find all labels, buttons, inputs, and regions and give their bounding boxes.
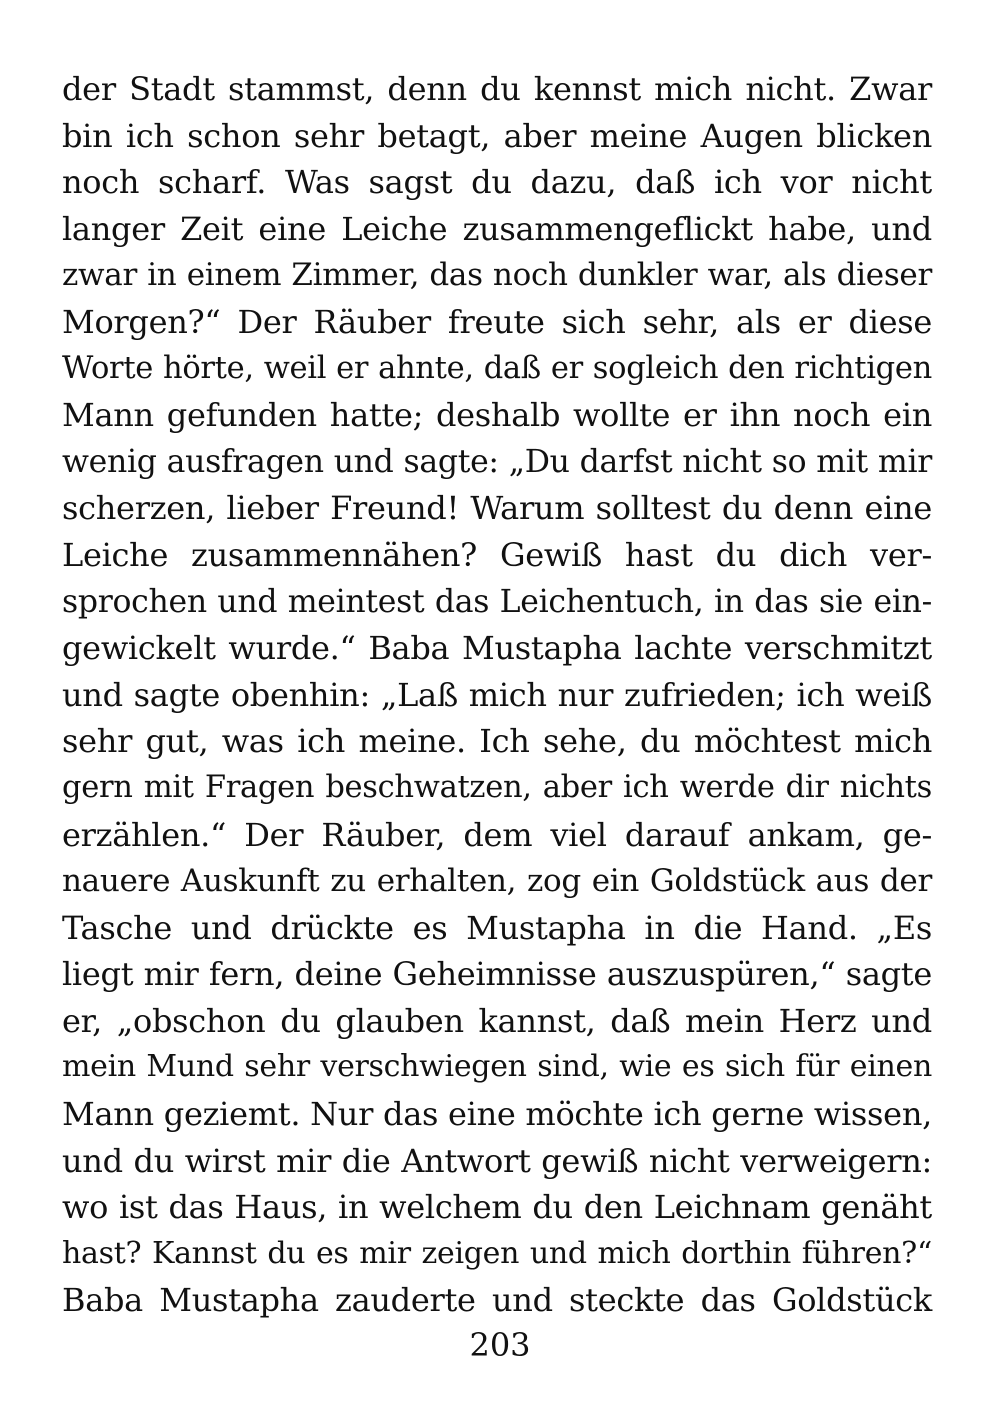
text-line: mein Mund sehr verschwiegen sind, wie es sich für einen xyxy=(62,1049,932,1085)
text-line: hast? Kannst du es mir zeigen und mich dorthin führen?“ xyxy=(62,1235,932,1271)
text-line: Mann geziemt. Nur das eine möchte ich gerne wissen, xyxy=(62,1095,932,1134)
text-line: erzählen.“ Der Räuber, dem viel darauf ankam, ge- xyxy=(62,815,932,854)
text-line: er, „obschon du glauben kannst, daß mein Herz und xyxy=(62,1001,932,1040)
text-line: der Stadt stammst, denn du kennst mich nicht. Zwar xyxy=(62,70,932,108)
text-line: wo ist das Haus, in welchem du den Leichnam genäht xyxy=(62,1188,932,1227)
text-line: Leiche zusammennähen? Gewiß hast du dich ver- xyxy=(62,535,932,574)
text-line: und du wirst mir die Antwort gewiß nicht verweigern: xyxy=(62,1141,932,1180)
text-line: Mann gefunden hatte; deshalb wollte er ihn noch ein xyxy=(62,396,932,435)
text-line: wenig ausfragen und sagte: „Du darfst nicht so mit mir xyxy=(62,443,932,480)
text-line: Morgen?“ Der Räuber freute sich sehr, als er diese xyxy=(62,302,932,341)
text-line: scherzen, lieber Freund! Warum solltest du denn eine xyxy=(62,489,932,528)
text-line: Baba Mustapha zauderte und steckte das Goldstück xyxy=(62,1281,932,1320)
text-line: und sagte obenhin: „Laß mich nur zufrieden; ich weiß xyxy=(62,675,932,714)
text-line: sprochen und meintest das Leichentuch, in das sie ein- xyxy=(62,583,932,620)
text-line: sehr gut, was ich meine. Ich sehe, du möchtest mich xyxy=(62,722,932,761)
text-line: gern mit Fragen beschwatzen, aber ich werde dir nichts xyxy=(62,769,932,805)
text-line: nauere Auskunft zu erhalten, zog ein Goldstück aus der xyxy=(62,863,932,900)
text-line: Tasche und drückte es Mustapha in die Hand. „Es xyxy=(62,908,932,947)
text-line: liegt mir fern, deine Geheimnisse auszuspüren,“ sagte xyxy=(62,955,932,994)
page-text-block xyxy=(62,66,932,1324)
text-line: noch scharf. Was sagst du dazu, daß ich vor nicht xyxy=(62,163,932,202)
text-line: bin ich schon sehr betagt, aber meine Augen blicken xyxy=(62,116,932,155)
text-line: Worte hörte, weil er ahnte, daß er sogleich den richtigen xyxy=(62,350,932,386)
page-number: 203 xyxy=(469,1326,531,1364)
text-line: gewickelt wurde.“ Baba Mustapha lachte verschmitzt xyxy=(62,629,932,668)
text-line: zwar in einem Zimmer, das noch dunkler war, als dieser xyxy=(62,257,932,294)
text-line: langer Zeit eine Leiche zusammengeflickt habe, und xyxy=(62,209,932,248)
